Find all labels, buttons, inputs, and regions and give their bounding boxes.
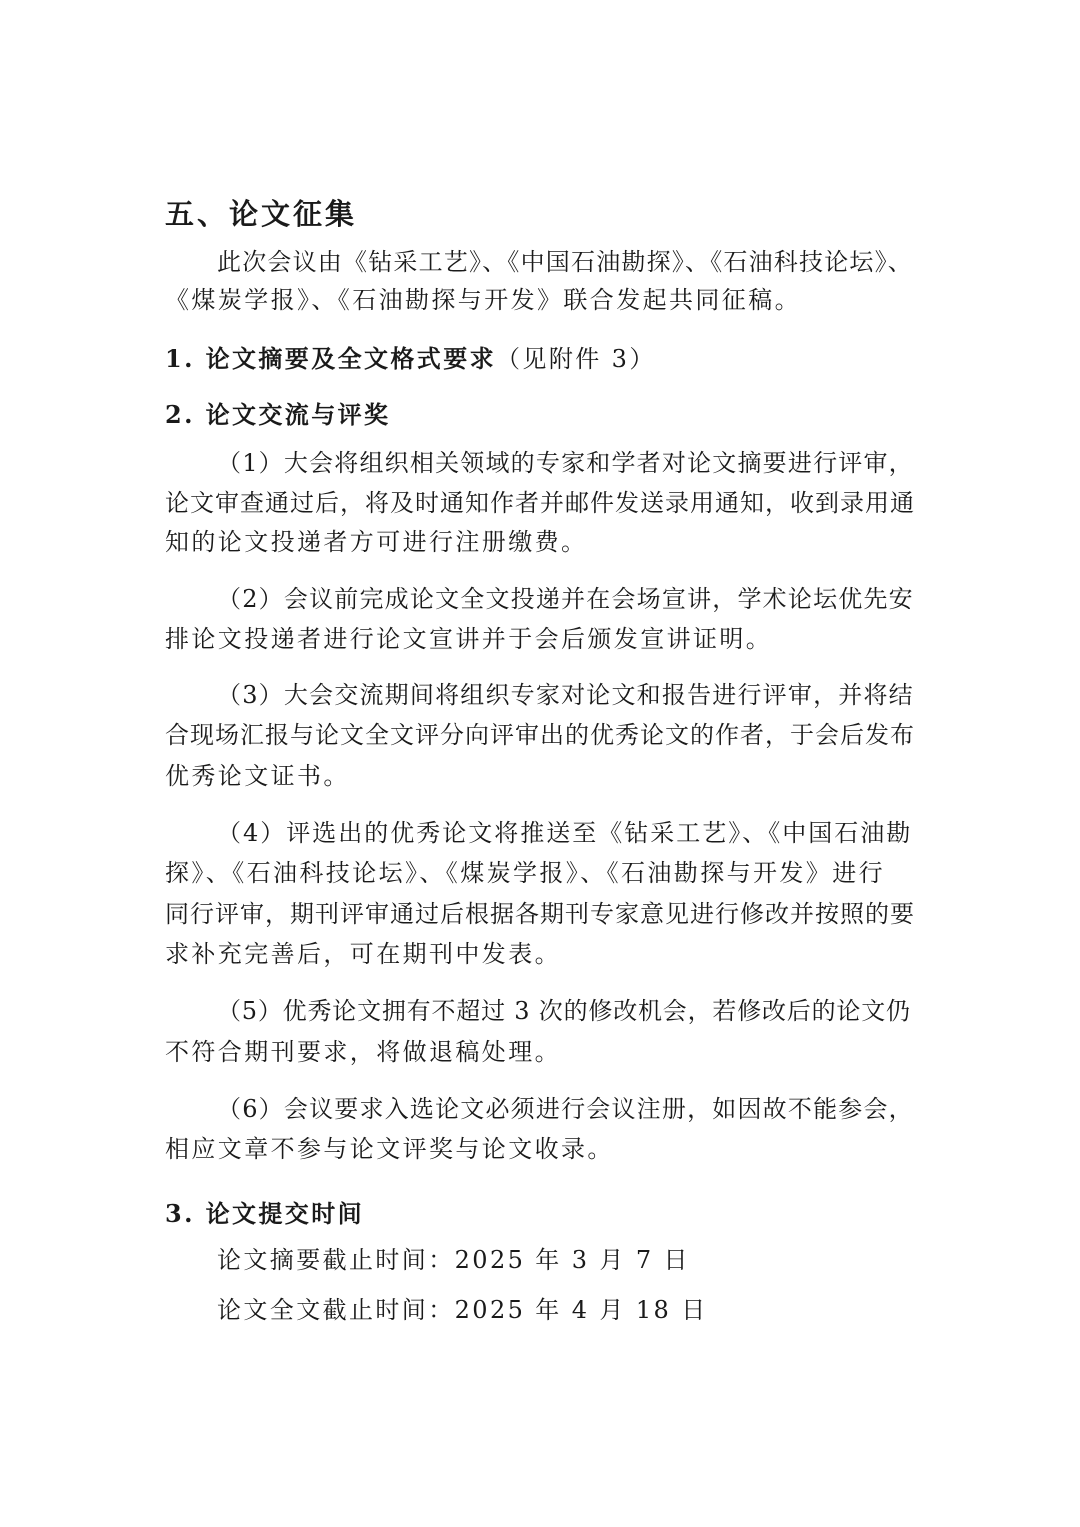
p1-line-2: 论文审查通过后，将及时通知作者并邮件发送录用通知，收到录用通	[165, 489, 915, 517]
p3-line-3: 优秀论文证书。	[165, 762, 350, 790]
intro-line-1: 此次会议由《钻采工艺》、《中国石油勘探》、《石油科技论坛》、	[217, 248, 913, 276]
p5-line-1: （5）优秀论文拥有不超过 3 次的修改机会，若修改后的论文仍	[217, 997, 911, 1025]
p4-line-4: 求补充完善后，可在期刊中发表。	[165, 940, 561, 968]
item1-heading: 1. 论文摘要及全文格式要求	[165, 344, 497, 373]
p1-line-3: 知的论文投递者方可进行注册缴费。	[165, 528, 588, 556]
item1-note: （见附件 3）	[496, 345, 656, 373]
item1-heading-line	[165, 344, 656, 374]
p6-line-2: 相应文章不参与论文评奖与论文收录。	[165, 1135, 614, 1163]
abstract-deadline: 论文摘要截止时间：2025 年 3 月 7 日	[217, 1246, 690, 1274]
p5-line-2: 不符合期刊要求，将做退稿处理。	[165, 1038, 561, 1066]
p2-line-1: （2）会议前完成论文全文投递并在会场宣讲，学术论坛优先安	[217, 585, 914, 613]
intro-line-2: 《煤炭学报》、《石油勘探与开发》联合发起共同征稿。	[165, 286, 801, 314]
p4-line-2: 探》、《石油科技论坛》、《煤炭学报》、《石油勘探与开发》进行	[165, 859, 885, 887]
p4-line-3: 同行评审，期刊评审通过后根据各期刊专家意见进行修改并按照的要	[165, 900, 915, 928]
item3-heading: 3. 论文提交时间	[165, 1199, 365, 1228]
p3-line-1: （3）大会交流期间将组织专家对论文和报告进行评审，并将结	[217, 681, 914, 709]
p1-line-1: （1）大会将组织相关领域的专家和学者对论文摘要进行评审，	[217, 449, 914, 477]
item2-heading: 2. 论文交流与评奖	[165, 400, 391, 429]
p4-line-1: （4）评选出的优秀论文将推送至《钻采工艺》、《中国石油勘	[217, 819, 913, 847]
p3-line-2: 合现场汇报与论文全文评分向评审出的优秀论文的作者，于会后发布	[165, 721, 915, 749]
p2-line-2: 排论文投递者进行论文宣讲并于会后颁发宣讲证明。	[165, 625, 773, 653]
fulltext-deadline: 论文全文截止时间：2025 年 4 月 18 日	[217, 1296, 708, 1324]
p6-line-1: （6）会议要求入选论文必须进行会议注册，如因故不能参会，	[217, 1095, 914, 1123]
section-title: 五、论文征集	[165, 197, 358, 231]
